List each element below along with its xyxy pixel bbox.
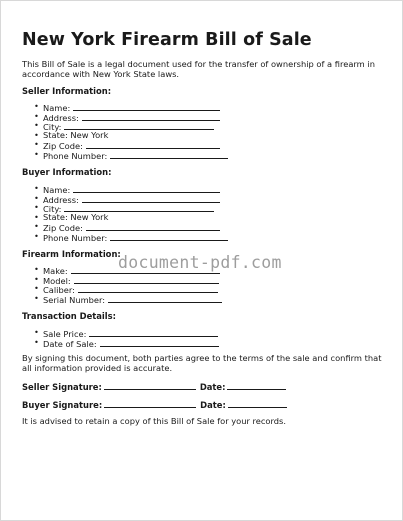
seller-heading: Seller Information: xyxy=(22,86,112,96)
seller-date-label: Date: xyxy=(199,382,226,392)
seller-city-label: City: xyxy=(43,122,62,133)
sale-date-label: Date of Sale: xyxy=(43,338,97,349)
seller-state-item xyxy=(43,131,228,141)
buyer-signature-label: Buyer Signature: xyxy=(22,400,103,410)
buyer-list xyxy=(43,184,228,242)
transaction-list xyxy=(43,328,219,347)
sale-price-field[interactable] xyxy=(89,328,218,337)
seller-name-field[interactable] xyxy=(73,102,220,111)
sale-price-item xyxy=(43,328,219,338)
buyer-zip-field[interactable] xyxy=(86,222,220,231)
agreement-paragraph: By signing this document, both parties agree to the terms of the sale and confirm that all information provided is accurate. xyxy=(22,353,382,373)
buyer-name-item xyxy=(43,184,228,194)
seller-zip-field[interactable] xyxy=(86,140,220,149)
buyer-date-field[interactable] xyxy=(228,399,287,408)
sale-date-item xyxy=(43,338,219,348)
seller-signature-label: Seller Signature: xyxy=(22,382,102,392)
firearm-model-field[interactable] xyxy=(74,275,219,284)
seller-phone-item xyxy=(43,150,228,160)
seller-phone-field[interactable] xyxy=(110,150,228,159)
document-title: New York Firearm Bill of Sale xyxy=(22,30,312,50)
firearm-caliber-field[interactable] xyxy=(78,284,218,293)
seller-name-item xyxy=(43,102,228,112)
buyer-state-item xyxy=(43,213,228,223)
firearm-heading: Firearm Information: xyxy=(22,249,121,259)
seller-date-field[interactable] xyxy=(227,381,286,390)
buyer-date-label: Date: xyxy=(200,400,226,410)
seller-signature-row xyxy=(22,381,290,392)
buyer-city-label: City: xyxy=(43,204,62,215)
buyer-address-field[interactable] xyxy=(82,194,220,203)
firearm-serial-label: Serial Number: xyxy=(43,294,106,305)
seller-name-label: Name: xyxy=(43,103,71,113)
buyer-phone-item xyxy=(43,232,228,242)
firearm-serial-item xyxy=(43,294,222,304)
footer-note: It is advised to retain a copy of this Bill of Sale for your records. xyxy=(22,416,287,426)
seller-list xyxy=(43,102,228,160)
firearm-serial-field[interactable] xyxy=(108,294,222,303)
sale-price-label: Sale Price: xyxy=(43,329,87,339)
buyer-zip-item xyxy=(43,222,228,232)
firearm-caliber-item xyxy=(43,284,222,294)
buyer-name-field[interactable] xyxy=(73,184,220,193)
seller-address-label: Address: xyxy=(43,112,79,123)
buyer-state-label: State: New York xyxy=(43,211,109,222)
watermark: document-pdf.com xyxy=(118,253,282,272)
buyer-address-item xyxy=(43,194,228,204)
firearm-model-item xyxy=(43,275,222,285)
buyer-signature-field[interactable] xyxy=(104,399,196,408)
seller-signature-field[interactable] xyxy=(104,381,196,390)
buyer-heading: Buyer Information: xyxy=(22,167,112,177)
firearm-caliber-label: Caliber: xyxy=(43,285,75,296)
seller-address-item xyxy=(43,112,228,122)
firearm-model-label: Model: xyxy=(43,275,71,286)
buyer-address-label: Address: xyxy=(43,194,79,205)
seller-address-field[interactable] xyxy=(82,112,220,121)
buyer-phone-field[interactable] xyxy=(110,232,228,241)
seller-state-label: State: New York xyxy=(43,129,109,140)
buyer-zip-label: Zip Code: xyxy=(43,223,83,234)
buyer-phone-label: Phone Number: xyxy=(43,232,108,243)
transaction-heading: Transaction Details: xyxy=(22,311,117,321)
sale-date-field[interactable] xyxy=(100,338,219,347)
buyer-name-label: Name: xyxy=(43,185,71,195)
seller-zip-item xyxy=(43,140,228,150)
seller-phone-label: Phone Number: xyxy=(43,150,108,161)
buyer-signature-row xyxy=(22,399,291,410)
seller-zip-label: Zip Code: xyxy=(43,141,83,152)
firearm-make-label: Make: xyxy=(43,266,68,276)
intro-paragraph: This Bill of Sale is a legal document used for the transfer of ownership of a firearm in accordance with New York State laws. xyxy=(22,59,375,79)
